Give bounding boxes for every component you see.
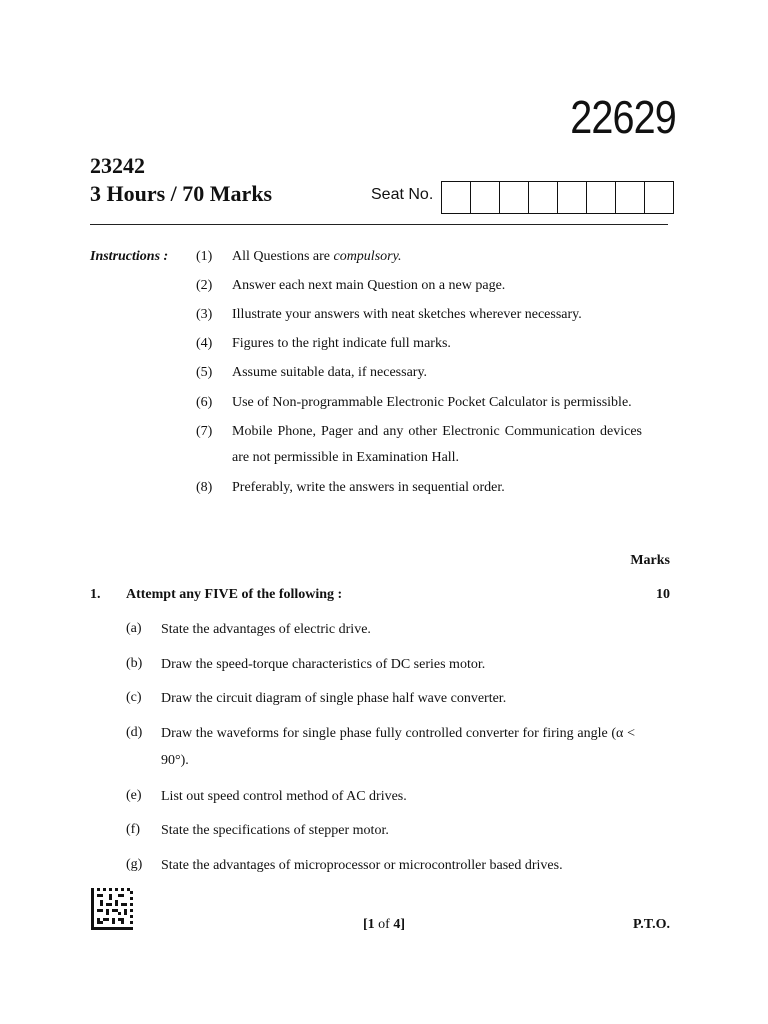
page-bracket-close: ] <box>400 917 405 932</box>
duration-marks: 3 Hours / 70 Marks <box>90 181 273 206</box>
page-bracket-open: [ <box>362 917 368 932</box>
sub-question-label: (e) <box>126 788 142 803</box>
instructions-label: Instructions : <box>90 249 169 264</box>
instruction-text-emphasis: compulsory. <box>333 249 402 264</box>
seat-box <box>616 182 645 213</box>
sub-question-label: (f) <box>126 822 140 837</box>
header-divider <box>90 224 668 225</box>
instruction-text: Illustrate your answers with neat sketches wherever necessary. <box>232 307 582 322</box>
seat-box <box>500 182 529 213</box>
sub-question-text: Draw the speed-torque characteristics of DC series motor. <box>161 657 486 672</box>
seat-box <box>471 182 500 213</box>
seat-box <box>529 182 558 213</box>
instruction-number: (3) <box>196 307 213 322</box>
page-total: 4 <box>393 917 401 932</box>
question-marks: 10 <box>656 587 670 602</box>
sub-question-text: Draw the circuit diagram of single phase half wave converter. <box>161 691 507 706</box>
seat-number-label: Seat No. <box>371 186 434 203</box>
instruction-text: Preferably, write the answers in sequential order. <box>232 480 505 495</box>
instruction-number: (4) <box>196 336 213 351</box>
instruction-text <box>232 244 642 270</box>
instruction-text: Use of Non-programmable Electronic Pocket Calculator is permissible. <box>232 395 632 410</box>
sub-question-text: Draw the waveforms for single phase fully controlled converter for firing angle (α < 90°). <box>161 726 635 768</box>
seat-box <box>442 182 471 213</box>
seat-box <box>645 182 673 213</box>
instruction-number: (6) <box>196 395 213 410</box>
page-current: 1 <box>367 917 375 932</box>
sub-question-text: State the advantages of microprocessor or microcontroller based drives. <box>161 858 563 873</box>
seat-box <box>558 182 587 213</box>
seat-box <box>587 182 616 213</box>
instruction-text: Mobile Phone, Pager and any other Electronic Communication devices are not permissible in Examination Hall. <box>232 424 642 465</box>
sub-question-label: (g) <box>126 857 143 872</box>
sub-question-label: (c) <box>126 690 142 705</box>
question-number: 1. <box>90 587 101 602</box>
instruction-text: Figures to the right indicate full marks. <box>232 336 451 351</box>
seat-number-boxes <box>441 181 674 214</box>
instruction-number: (5) <box>196 365 213 380</box>
sub-question-label: (b) <box>126 656 143 671</box>
question-text: Attempt any FIVE of the following : <box>126 587 343 602</box>
sub-question-label: (a) <box>126 621 142 636</box>
instruction-number: (1) <box>196 249 213 264</box>
sub-question-label: (d) <box>126 725 143 740</box>
sub-question-text: List out speed control method of AC drives. <box>161 789 407 804</box>
instruction-text: Assume suitable data, if necessary. <box>232 365 428 380</box>
marks-column-heading: Marks <box>630 553 670 568</box>
pto-label: P.T.O. <box>633 917 670 932</box>
instruction-number: (8) <box>196 480 213 495</box>
exam-code: 23242 <box>90 153 145 178</box>
paper-code: 22629 <box>570 91 676 143</box>
instruction-number: (7) <box>196 424 213 439</box>
sub-question-text: State the specifications of stepper motor. <box>161 823 389 838</box>
instruction-text-main: All Questions are <box>232 249 334 264</box>
instruction-text: Answer each next main Question on a new page. <box>232 278 506 293</box>
instruction-number: (2) <box>196 278 213 293</box>
sub-question-text: State the advantages of electric drive. <box>161 622 371 637</box>
page-of: of <box>374 917 394 932</box>
